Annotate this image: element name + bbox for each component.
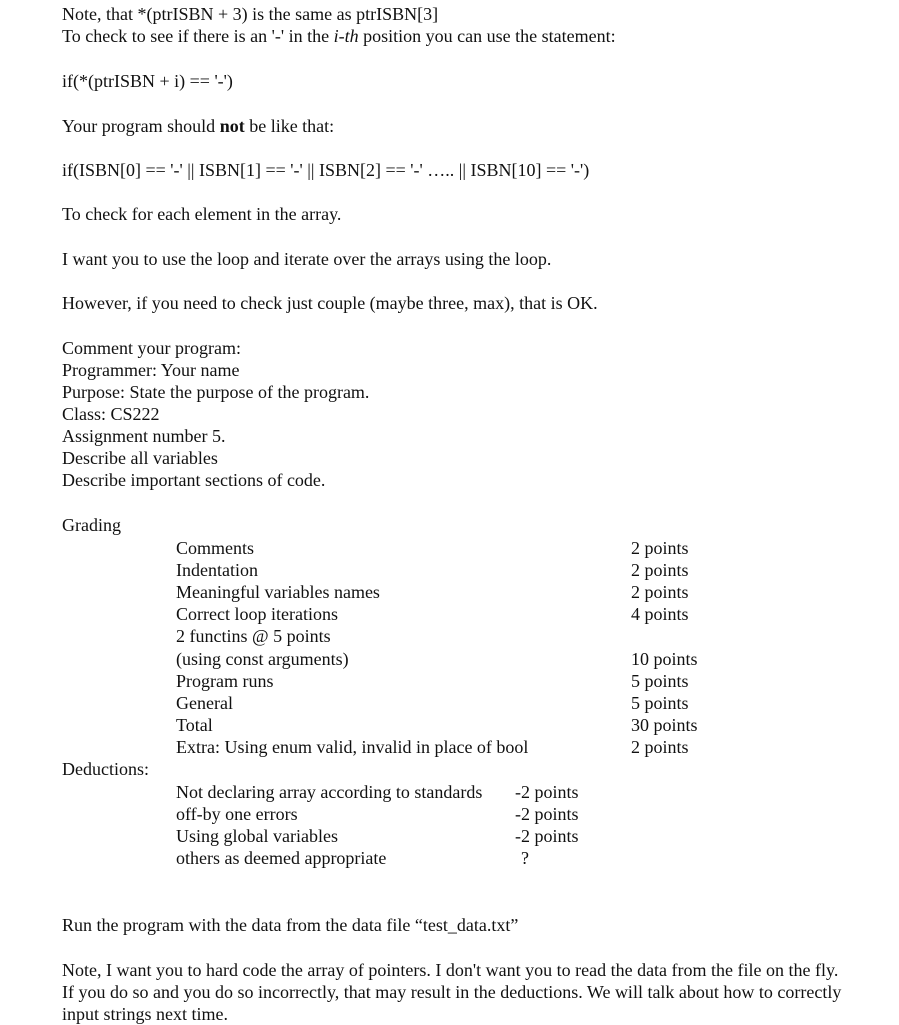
check-line xyxy=(62,25,616,47)
comment-line: Programmer: Your name xyxy=(62,360,240,380)
grading-item-points: 4 points xyxy=(631,604,689,624)
check-line-end: position you can use the statement: xyxy=(358,26,616,46)
comment-line: Purpose: State the purpose of the program. xyxy=(62,382,370,402)
each-element-line: To check for each element in the array. xyxy=(62,204,342,224)
grading-item-points: 30 points xyxy=(631,715,698,735)
code-statement: if(*(ptrISBN + i) == '-') xyxy=(62,71,233,91)
grading-item-label: Extra: Using enum valid, invalid in place of bool xyxy=(176,737,529,757)
grading-item-label: Meaningful variables names xyxy=(176,582,380,602)
note-line: Note, that *(ptrISBN + 3) is the same as ptrISBN[3] xyxy=(62,4,439,24)
deduction-item-points: -2 points xyxy=(515,804,579,824)
grading-item-points: 2 points xyxy=(631,538,689,558)
bad-statement: if(ISBN[0] == '-' || ISBN[1] == '-' || ISBN[2] == '-' ….. || ISBN[10] == '-') xyxy=(62,160,590,180)
deduction-item-points: -2 points xyxy=(515,826,579,846)
comment-line: Comment your program: xyxy=(62,338,241,358)
deduction-item-points: ? xyxy=(521,848,529,868)
deduction-item-label: Not declaring array according to standards xyxy=(176,782,483,802)
grading-heading: Grading xyxy=(62,515,121,535)
grading-item-points: 5 points xyxy=(631,671,689,691)
grading-item-label: 2 functins @ 5 points xyxy=(176,626,331,646)
not-line xyxy=(62,115,334,137)
not-line-start: Your program should xyxy=(62,116,220,136)
grading-item-points: 5 points xyxy=(631,693,689,713)
check-line-emphasis: i-th xyxy=(333,26,359,46)
comment-line: Class: CS222 xyxy=(62,404,160,424)
however-line: However, if you need to check just couple (maybe three, max), that is OK. xyxy=(62,293,598,313)
grading-item-points: 2 points xyxy=(631,560,689,580)
use-loop-line: I want you to use the loop and iterate over the arrays using the loop. xyxy=(62,249,552,269)
grading-item-label: Indentation xyxy=(176,560,258,580)
deduction-item-points: -2 points xyxy=(515,782,579,802)
grading-item-points: 10 points xyxy=(631,649,698,669)
grading-item-label: Correct loop iterations xyxy=(176,604,338,624)
deductions-heading: Deductions: xyxy=(62,759,149,779)
not-line-bold: not xyxy=(219,116,245,136)
grading-item-label: Program runs xyxy=(176,671,274,691)
check-line-start: To check to see if there is an '-' in the xyxy=(62,26,334,46)
run-line: Run the program with the data from the data file “test_data.txt” xyxy=(62,915,519,935)
deduction-item-label: Using global variables xyxy=(176,826,338,846)
comment-line: Assignment number 5. xyxy=(62,426,226,446)
grading-item-points: 2 points xyxy=(631,737,689,757)
comment-line: Describe important sections of code. xyxy=(62,470,326,490)
not-line-end: be like that: xyxy=(244,116,335,136)
grading-item-label: Total xyxy=(176,715,213,735)
deduction-item-label: off-by one errors xyxy=(176,804,298,824)
comment-line: Describe all variables xyxy=(62,448,218,468)
final-note: Note, I want you to hard code the array of pointers. I don't want you to read the data from the file on the fly. If you do so and you do so incorrectly, that may result in the deductions. We will talk about how to correctly input strings next time. xyxy=(62,960,842,1024)
grading-item-label: (using const arguments) xyxy=(176,649,349,669)
grading-item-label: Comments xyxy=(176,538,255,558)
grading-item-label: General xyxy=(176,693,233,713)
grading-item-points: 2 points xyxy=(631,582,689,602)
deduction-item-label: others as deemed appropriate xyxy=(176,848,387,868)
